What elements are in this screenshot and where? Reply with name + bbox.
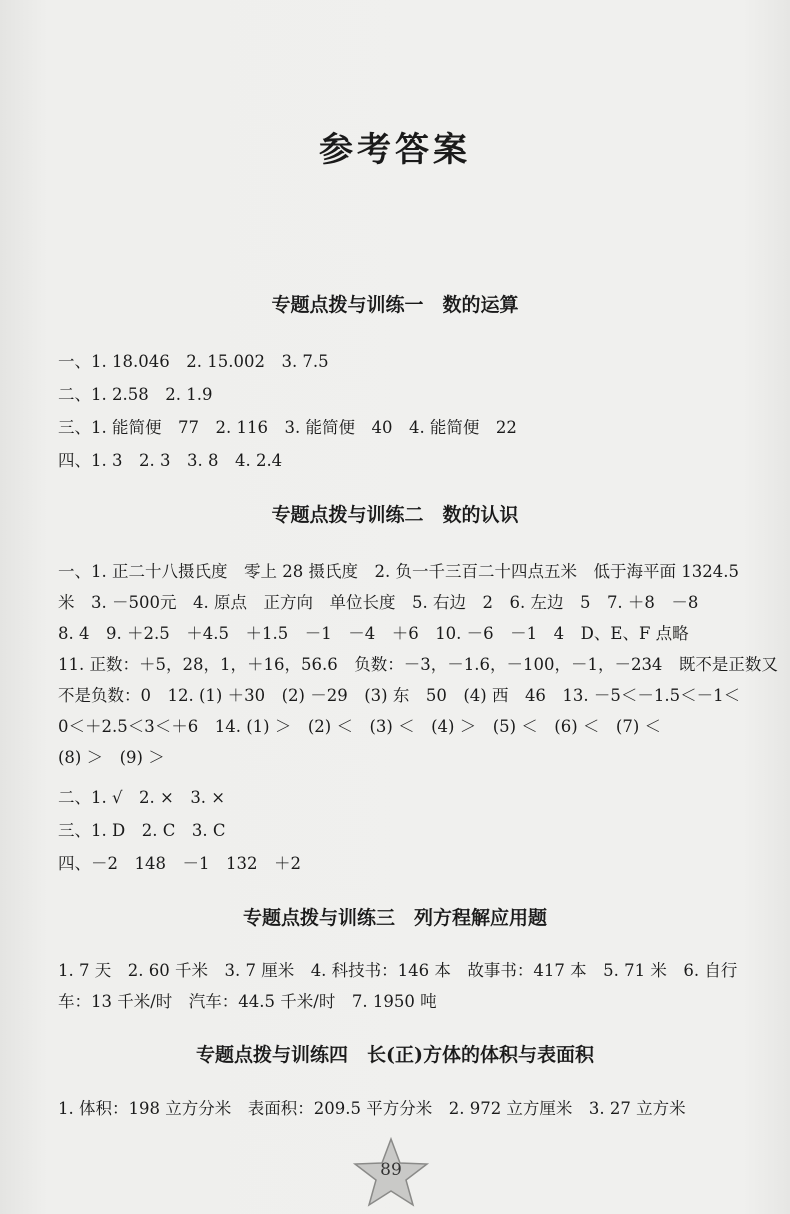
section-heading-1: 专题点拨与训练一 数的运算 — [271, 294, 519, 316]
answer-line: 二、1. 2.58 2. 1.9 — [58, 385, 213, 404]
page-title: 参考答案 — [319, 130, 471, 170]
page-number: 89 — [380, 1160, 402, 1180]
answer-line: 三、1. D 2. C 3. C — [58, 821, 226, 840]
answer-line: 米 3. －500元 4. 原点 正方向 单位长度 5. 右边 2 6. 左边 5 7. ＋8 －8 — [58, 593, 699, 612]
answer-line: 1. 7 天 2. 60 千米 3. 7 厘米 4. 科技书：146 本 故事书：417 本 5. 71 米 6. 自行 — [58, 961, 738, 980]
answer-line: 0＜＋2.5＜3＜＋6 14. (1) ＞ (2) ＜ (3) ＜ (4) ＞ (5) ＜ (6) ＜ (7) ＜ — [58, 717, 662, 736]
answer-line: 三、1. 能简便 77 2. 116 3. 能简便 40 4. 能简便 22 — [58, 418, 517, 437]
section-heading-4: 专题点拨与训练四 长(正)方体的体积与表面积 — [196, 1044, 594, 1066]
answer-line: 一、1. 正二十八摄氏度 零上 28 摄氏度 2. 负一千三百二十四点五米 低于海平面 1324.5 — [58, 562, 739, 581]
answer-line: 四、1. 3 2. 3 3. 8 4. 2.4 — [58, 451, 283, 470]
answer-line: 8. 4 9. ＋2.5 ＋4.5 ＋1.5 －1 －4 ＋6 10. －6 －1 4 D、E、F 点略 — [58, 624, 689, 643]
answer-line: 车：13 千米/时 汽车：44.5 千米/时 7. 1950 吨 — [58, 992, 437, 1011]
answer-line: (8) ＞ (9) ＞ — [58, 748, 165, 767]
section-heading-3: 专题点拨与训练三 列方程解应用题 — [242, 907, 547, 929]
answer-line: 1. 体积：198 立方分米 表面积：209.5 平方分米 2. 972 立方厘米 3. 27 立方米 — [58, 1099, 686, 1118]
answer-line: 一、1. 18.046 2. 15.002 3. 7.5 — [58, 352, 329, 371]
section-heading-2: 专题点拨与训练二 数的认识 — [271, 504, 519, 526]
answer-line: 二、1. √ 2. × 3. × — [58, 788, 226, 807]
answer-line: 四、－2 148 －1 132 ＋2 — [58, 854, 301, 873]
answer-line: 不是负数：0 12. (1) ＋30 (2) －29 (3) 东 50 (4) 西 46 13. －5＜－1.5＜－1＜ — [58, 686, 741, 705]
answer-line: 11. 正数：＋5，28，1，＋16，56.6 负数：－3，－1.6，－100，－1，－234 既不是正数又 — [58, 655, 778, 674]
